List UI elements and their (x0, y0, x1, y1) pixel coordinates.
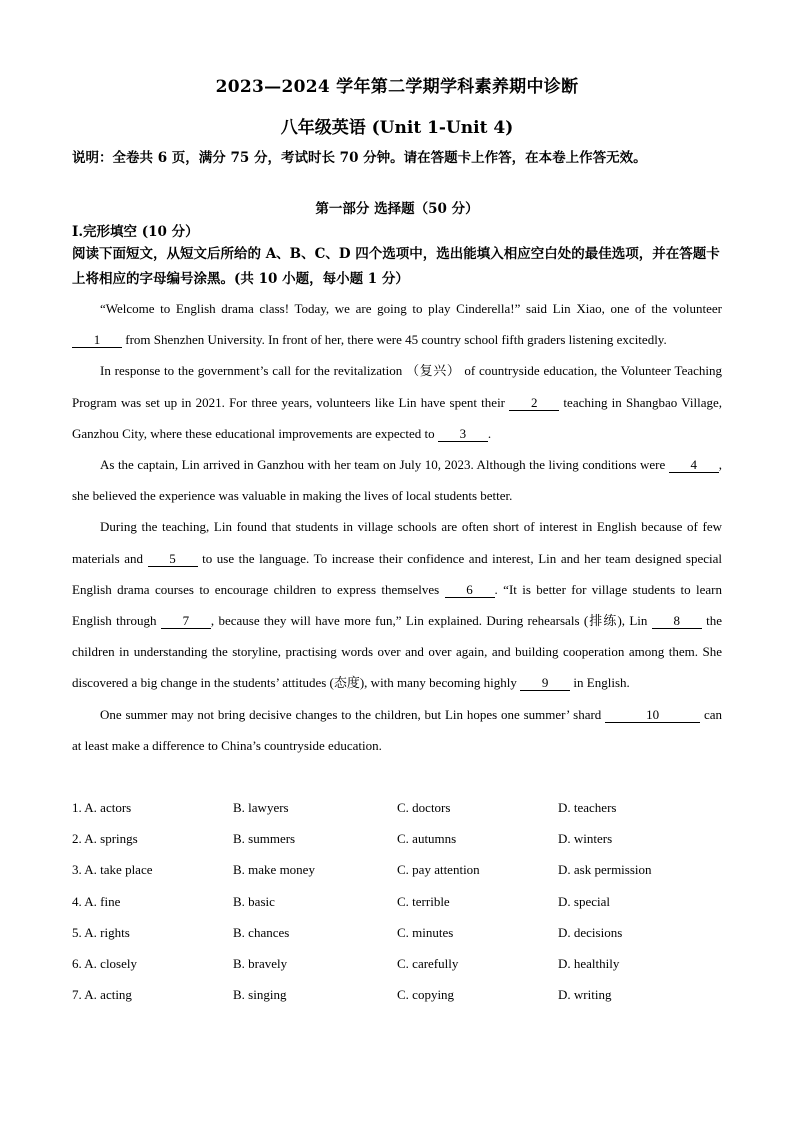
option-a: 4. A. fine (72, 893, 121, 909)
blank-8: 8 (652, 613, 702, 629)
blank-9: 9 (520, 675, 570, 691)
option-a: 3. A. take place (72, 862, 153, 878)
option-a: 1. A. actors (72, 800, 132, 815)
option-row (72, 854, 722, 885)
passage-paragraph-2 (72, 355, 722, 449)
option-c: C. autumns (397, 831, 457, 847)
option-a: 7. A. acting (72, 987, 132, 1003)
option-b: B. singing (233, 987, 287, 1003)
option-c: C. terrible (397, 893, 450, 909)
exam-subtitle: 八年级英语 (Unit 1-Unit 4) (280, 118, 514, 138)
option-b: B. make money (233, 862, 315, 878)
option-b: B. bravely (233, 955, 288, 971)
option-row (72, 823, 722, 854)
passage-text: teaching in Shangbao Village, Ganzhou City, where these educational improvements are expected to (72, 394, 722, 441)
passage-text: As the captain, Lin arrived in Ganzhou with her team on July 10, 2023. Although the living conditions were (100, 457, 669, 473)
passage-text: . “It is better for village students to learn English through (72, 581, 723, 629)
option-c: C. doctors (397, 800, 451, 815)
passage-paragraph-4 (72, 511, 722, 698)
passage-text: One summer may not bring decisive changes to the children, but Lin hopes one summer’ shard (100, 706, 606, 722)
blank-10: 10 (605, 707, 700, 723)
section-instructions: 阅读下面短文，从短文后所给的 A、B、C、D 四个选项中，选出能填入相应空白处的最佳选项，并在答题卡上将相应的字母编号涂黑。(共 10 小题，每小题 1 分） (72, 246, 720, 287)
passage-text: During the teaching, Lin found that students in village schools are often short of interest in English because of few materials and (72, 519, 722, 566)
option-row (72, 792, 722, 823)
option-d: D. teachers (558, 800, 617, 815)
passage-text: can at least make a difference to China’s countryside education. (72, 706, 722, 753)
passage-text: , because they will have more fun,” Lin explained. During rehearsals (排练), Lin (210, 613, 652, 629)
option-row (72, 917, 722, 948)
passage-paragraph-3 (72, 449, 722, 511)
passage-text: the children in understanding the storyline, practising words over and over again, and building cooperation among them. She discovered a big change in the students’ attitudes (态度), with many becoming highly (72, 613, 722, 691)
passage-text: In response to the government’s call for the revitalization （复兴） of countryside education, the Volunteer Teaching Program was set up in 2021. For three years, volunteers like Lin have spent their (72, 363, 722, 410)
blank-7: 7 (161, 613, 211, 629)
option-d: D. healthily (558, 955, 620, 971)
blank-5: 5 (148, 551, 198, 567)
passage-paragraph-1 (72, 293, 722, 355)
passage-text: from Shenzhen University. In front of her, there were 45 country school fifth graders listening excitedly. (122, 332, 667, 348)
option-c: C. carefully (397, 955, 459, 971)
cloze-passage (72, 293, 722, 761)
blank-6: 6 (445, 582, 495, 598)
blank-1: 1 (72, 332, 122, 348)
option-a: 6. A. closely (72, 955, 137, 971)
option-row (72, 948, 722, 979)
option-a: 2. A. springs (72, 831, 138, 847)
passage-text: . (487, 425, 492, 441)
passage-text: to use the language. To increase their confidence and interest, Lin and her team designed special English drama courses to encourage children to express themselves (72, 550, 722, 597)
option-c: C. copying (397, 987, 455, 1003)
part-title: 第一部分 选择题（50 分） (315, 201, 479, 217)
option-a: 5. A. rights (72, 924, 130, 940)
option-d: D. decisions (558, 924, 623, 940)
option-row (72, 979, 722, 1010)
answer-options (72, 792, 722, 1010)
option-b: B. basic (233, 893, 275, 909)
option-b: B. summers (233, 831, 296, 847)
passage-text: in English. (570, 675, 630, 691)
option-row (72, 886, 722, 917)
option-b: B. lawyers (233, 800, 289, 815)
section-title: Ⅰ.完形填空 (10 分） (72, 224, 199, 240)
passage-text: , she believed the experience was valuable in making the lives of local students better. (72, 457, 722, 504)
option-c: C. minutes (397, 924, 454, 940)
passage-text: “Welcome to English drama class! Today, we are going to play Cinderella!” said Lin Xiao, one of the volunteer (100, 301, 722, 316)
option-d: D. winters (558, 831, 613, 847)
option-d: D. ask permission (558, 862, 652, 878)
passage-paragraph-5 (72, 699, 722, 761)
option-d: D. writing (558, 987, 612, 1003)
exam-note: 说明：全卷共 6 页，满分 75 分，考试时长 70 分钟。请在答题卡上作答，在本卷上作答无效。 (72, 150, 647, 166)
option-c: C. pay attention (397, 862, 480, 878)
blank-4: 4 (669, 457, 719, 473)
blank-3: 3 (438, 426, 488, 442)
option-b: B. chances (233, 924, 290, 940)
option-d: D. special (558, 893, 610, 909)
blank-2: 2 (509, 395, 559, 411)
exam-title: 2023—2024 学年第二学期学科素养期中诊断 (215, 77, 579, 97)
